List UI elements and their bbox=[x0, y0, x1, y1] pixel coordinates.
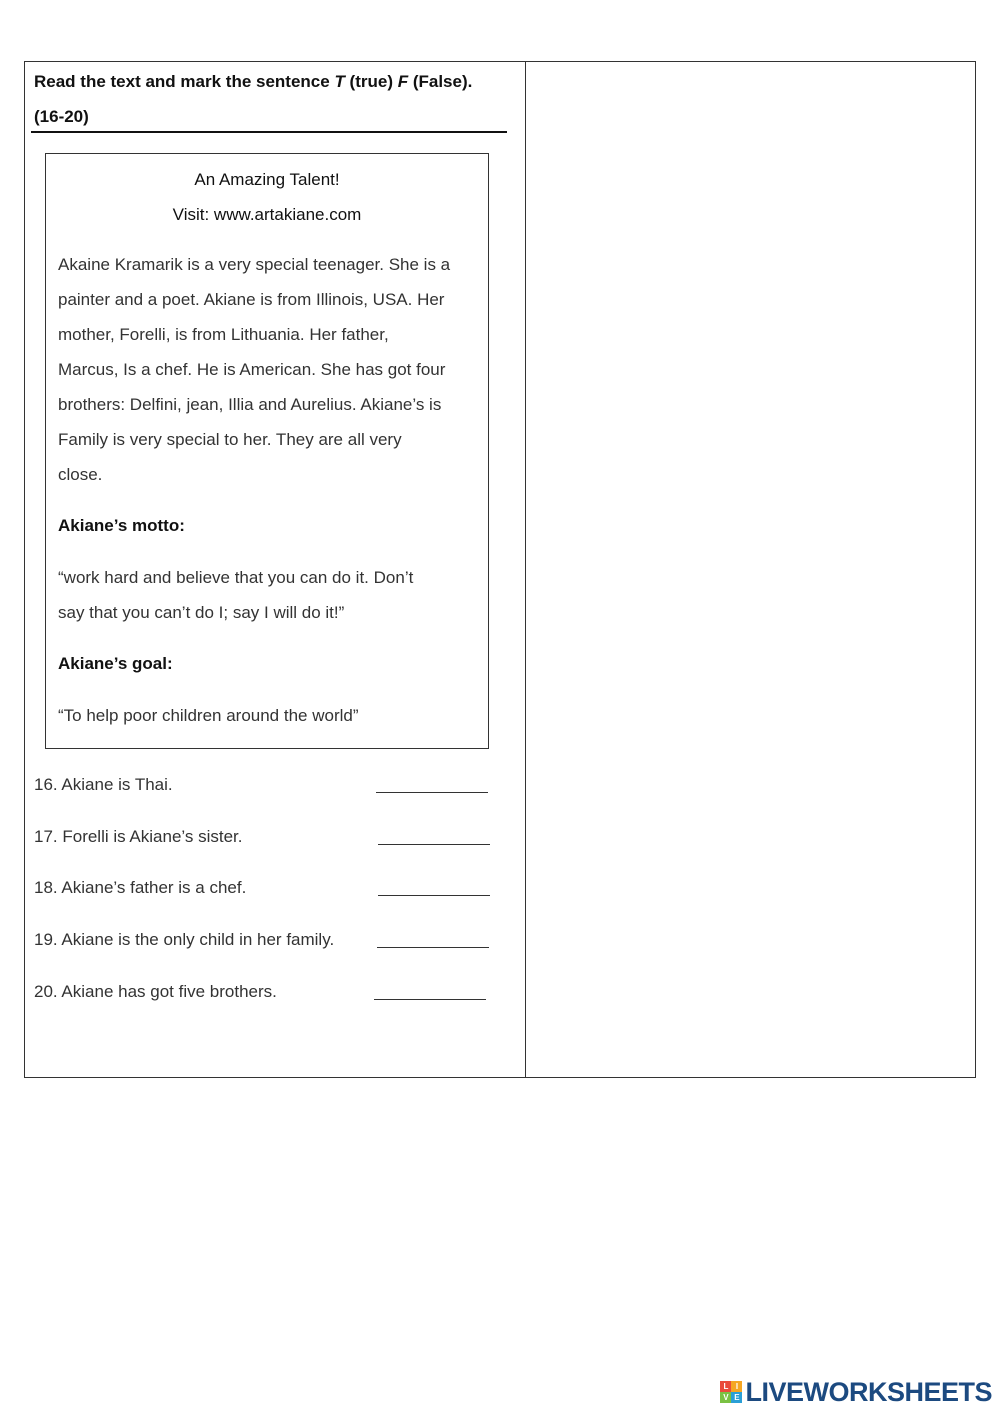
question-18 bbox=[34, 873, 504, 903]
logo-letter: I bbox=[731, 1381, 742, 1392]
right-column-empty bbox=[526, 62, 976, 1077]
passage-title: An Amazing Talent! bbox=[194, 170, 340, 189]
answer-blank-17[interactable] bbox=[378, 844, 490, 845]
reading-passage-box bbox=[45, 153, 489, 749]
question-text: 17. Forelli is Akiane’s sister. bbox=[34, 827, 243, 846]
passage-line: Family is very special to her. They are all very bbox=[58, 430, 402, 449]
passage-line: close. bbox=[58, 465, 103, 484]
answer-blank-20[interactable] bbox=[374, 999, 486, 1000]
motto-heading: Akiane’s motto: bbox=[58, 516, 185, 535]
passage-line: Akaine Kramarik is a very special teenager. She is a bbox=[58, 255, 451, 274]
question-text: 20. Akiane has got five brothers. bbox=[34, 982, 277, 1001]
liveworksheets-logo-icon bbox=[720, 1381, 742, 1403]
instruction-heading bbox=[34, 64, 518, 134]
watermark-text: LIVEWORKSHEETS bbox=[745, 1377, 992, 1407]
liveworksheets-watermark bbox=[720, 1379, 992, 1405]
question-text: 19. Akiane is the only child in her family. bbox=[34, 930, 335, 949]
answer-blank-16[interactable] bbox=[376, 792, 488, 793]
passage-body bbox=[58, 247, 478, 492]
question-20 bbox=[34, 977, 504, 1007]
question-17 bbox=[34, 822, 504, 852]
answer-blank-19[interactable] bbox=[377, 947, 489, 948]
motto-text bbox=[58, 560, 478, 630]
worksheet-table bbox=[24, 61, 976, 1078]
true-label: (true) bbox=[344, 72, 398, 91]
answer-blank-18[interactable] bbox=[378, 895, 490, 896]
false-label: (False). bbox=[408, 72, 473, 91]
logo-letter: E bbox=[731, 1392, 742, 1403]
passage-line: painter and a poet. Akiane is from Illinois, USA. Her bbox=[58, 290, 445, 309]
passage-line: Marcus, Is a chef. He is American. She has got four bbox=[58, 360, 446, 379]
question-16 bbox=[34, 770, 504, 800]
left-column bbox=[25, 62, 525, 1077]
question-text: 16. Akiane is Thai. bbox=[34, 775, 173, 794]
question-range: (16-20) bbox=[34, 107, 89, 126]
true-letter: T bbox=[334, 72, 345, 91]
false-letter: F bbox=[397, 72, 409, 91]
motto-line: say that you can’t do I; say I will do it!” bbox=[58, 603, 345, 622]
motto-line: “work hard and believe that you can do it. Don’t bbox=[58, 568, 414, 587]
heading-underline bbox=[31, 131, 507, 133]
goal-text: “To help poor children around the world” bbox=[58, 706, 359, 725]
passage-line: brothers: Delfini, jean, Illia and Aurelius. Akiane’s is bbox=[58, 395, 442, 414]
logo-letter: V bbox=[720, 1392, 731, 1403]
passage-website: Visit: www.artakiane.com bbox=[172, 205, 362, 224]
goal-heading: Akiane’s goal: bbox=[58, 654, 173, 673]
logo-letter: L bbox=[720, 1381, 731, 1392]
passage-line: mother, Forelli, is from Lithuania. Her father, bbox=[58, 325, 389, 344]
instruction-text: Read the text and mark the sentence bbox=[34, 72, 335, 91]
question-19 bbox=[34, 925, 504, 955]
question-text: 18. Akiane’s father is a chef. bbox=[34, 878, 247, 897]
